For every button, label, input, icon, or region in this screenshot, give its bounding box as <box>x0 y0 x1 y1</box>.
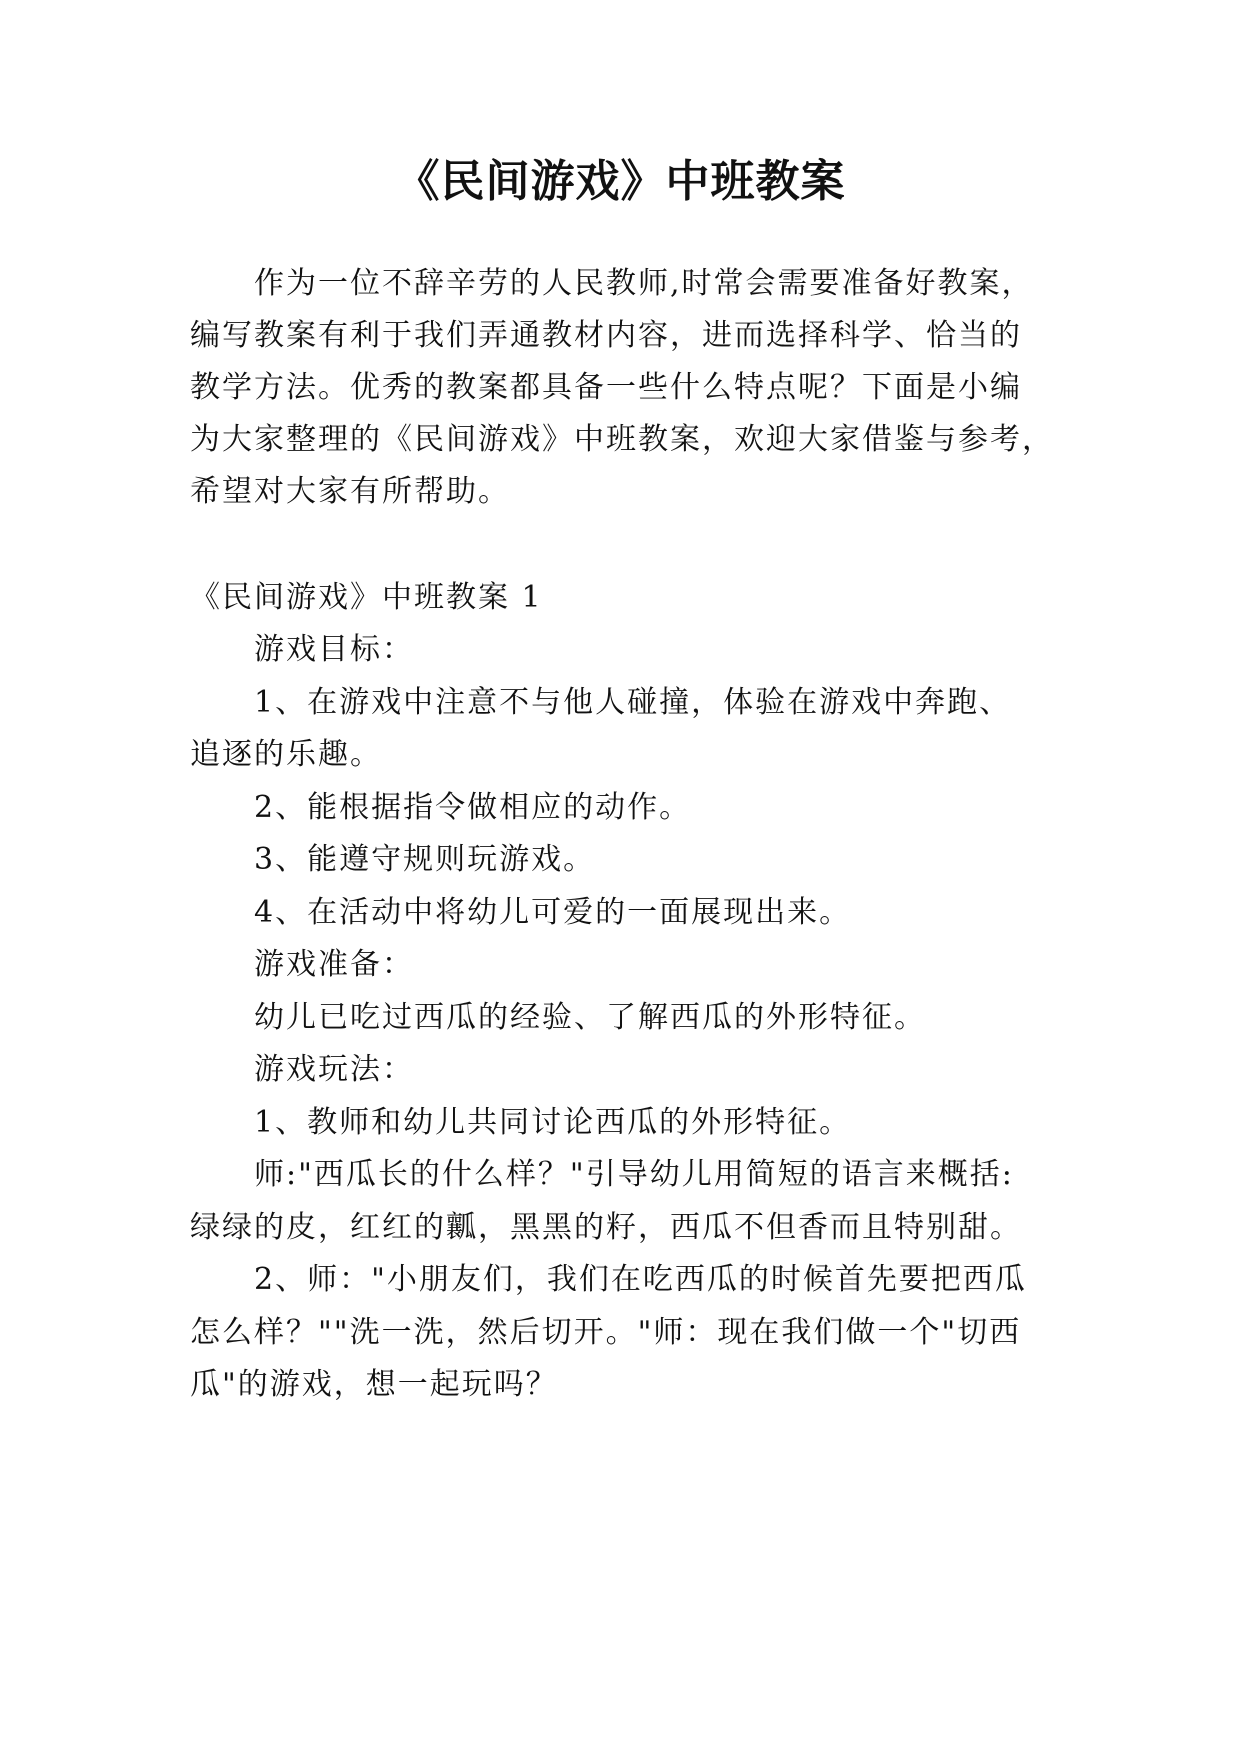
document-title: 《民间游戏》中班教案 <box>395 156 846 207</box>
goal-4: 4、在活动中将幼儿可爱的一面展现出来。 <box>254 895 852 930</box>
play-label: 游戏玩法： <box>254 1052 414 1087</box>
prep-text: 幼儿已吃过西瓜的经验、了解西瓜的外形特征。 <box>254 1000 926 1035</box>
goal-label: 游戏目标： <box>254 632 414 667</box>
prep-label: 游戏准备： <box>254 947 414 982</box>
play-step-1: 1、教师和幼儿共同讨论西瓜的外形特征。 <box>254 1105 852 1140</box>
play-step-2-line-3: 瓜"的游戏，想一起玩吗？ <box>190 1367 558 1402</box>
intro-line-2: 编写教案有利于我们弄通教材内容，进而选择科学、恰当的 <box>190 318 1022 353</box>
intro-line-4: 为大家整理的《民间游戏》中班教案，欢迎大家借鉴与参考， <box>190 422 1054 457</box>
play-step-2-line-2: 怎么样？""洗一洗，然后切开。"师：现在我们做一个"切西 <box>190 1315 1022 1350</box>
play-step-2-line-1: 2、师："小朋友们，我们在吃西瓜的时候首先要把西瓜 <box>254 1262 1027 1297</box>
section-heading: 《民间游戏》中班教案 1 <box>190 580 543 615</box>
goal-1-line-2: 追逐的乐趣。 <box>190 737 382 772</box>
intro-line-1: 作为一位不辞辛劳的人民教师,时常会需要准备好教案， <box>254 266 1034 301</box>
intro-line-3: 教学方法。优秀的教案都具备一些什么特点呢？下面是小编 <box>190 370 1022 405</box>
goal-3: 3、能遵守规则玩游戏。 <box>254 842 596 877</box>
goal-1-line-1: 1、在游戏中注意不与他人碰撞，体验在游戏中奔跑、 <box>254 685 1012 720</box>
goal-2: 2、能根据指令做相应的动作。 <box>254 790 692 825</box>
teacher-line-1: 师:"西瓜长的什么样？"引导幼儿用简短的语言来概括: <box>254 1157 1014 1192</box>
intro-line-5: 希望对大家有所帮助。 <box>190 474 510 509</box>
teacher-line-2: 绿绿的皮，红红的瓤，黑黑的籽，西瓜不但香而且特别甜。 <box>190 1210 1022 1245</box>
